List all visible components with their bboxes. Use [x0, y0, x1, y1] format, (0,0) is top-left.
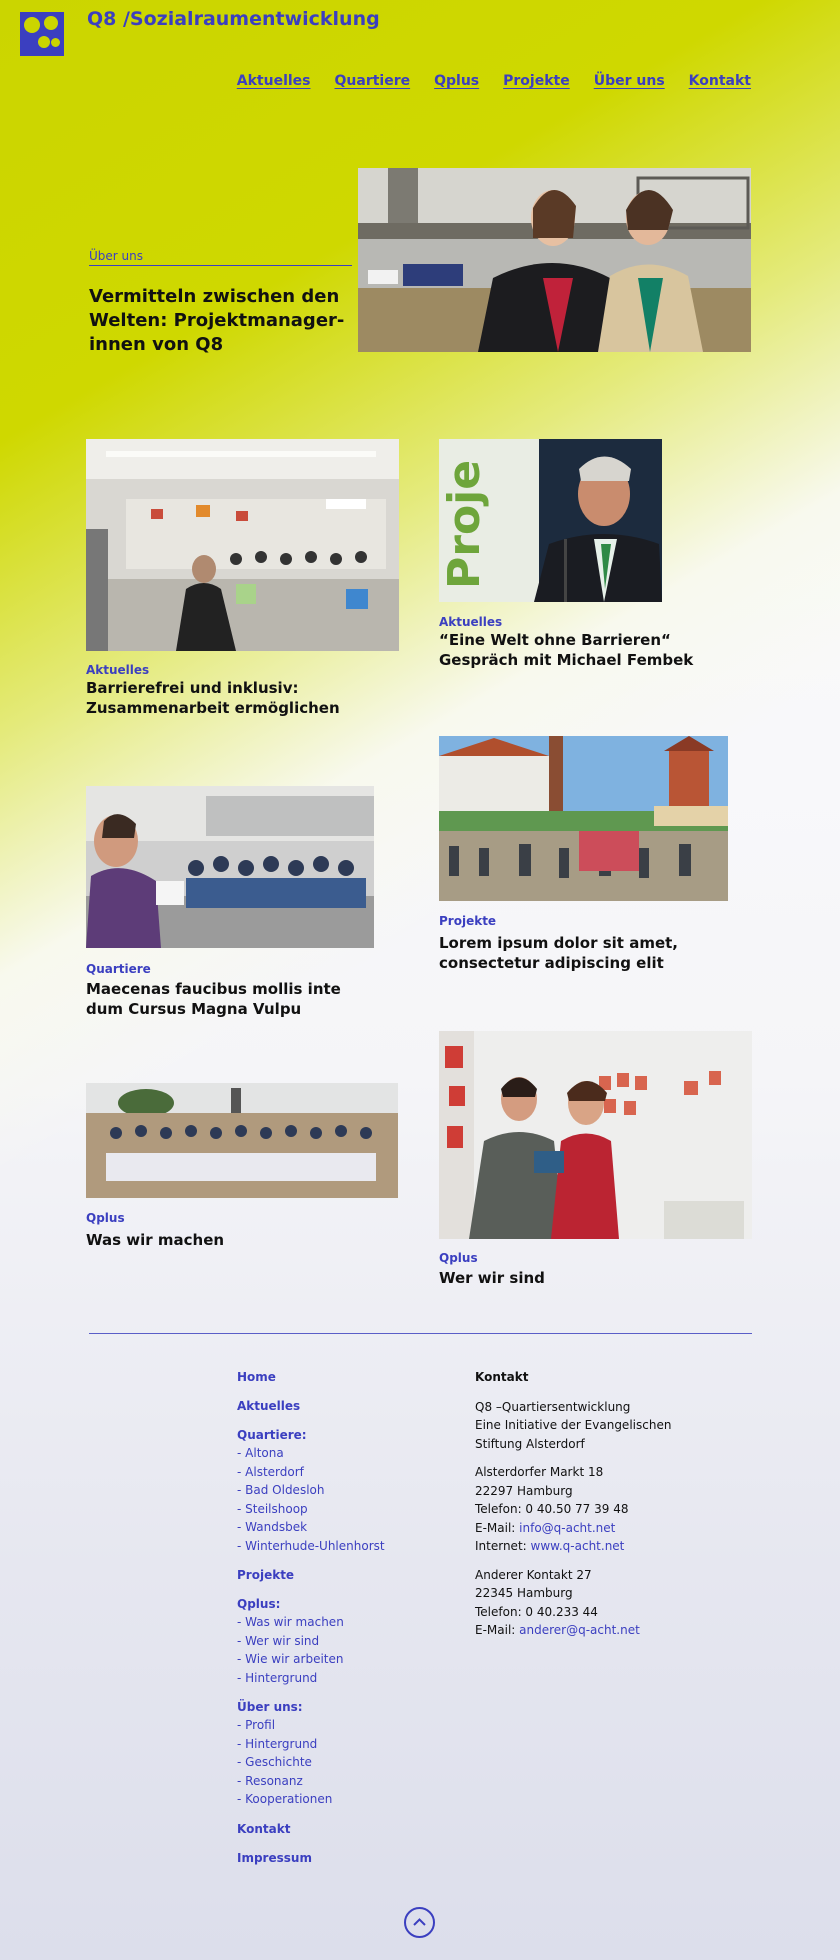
- contact-phone: Telefon: 0 40.50 77 39 48: [475, 1502, 629, 1516]
- contact-email-link[interactable]: anderer@q-acht.net: [519, 1623, 640, 1637]
- teaser-title[interactable]: Lorem ipsum dolor sit amet, consectetur adipiscing elit: [439, 934, 678, 972]
- contact-web-row: [475, 1537, 695, 1556]
- footer-divider: [89, 1333, 752, 1334]
- contact-street: Alsterdorfer Markt 18: [475, 1465, 604, 1479]
- footer-link-ueber-uns[interactable]: Über uns:: [237, 1700, 303, 1714]
- svg-text:Proje: Proje: [439, 459, 490, 589]
- teaser-image-fembek[interactable]: [439, 439, 662, 602]
- footer-link-wandsbek[interactable]: - Wandsbek: [237, 1520, 308, 1534]
- footer-link-qplus[interactable]: Qplus:: [237, 1597, 281, 1611]
- teaser-category[interactable]: Quartiere: [86, 962, 151, 976]
- teaser-image-projekte[interactable]: [439, 736, 728, 901]
- footer-link-kooperationen[interactable]: - Kooperationen: [237, 1792, 333, 1806]
- footer-link-home[interactable]: Home: [237, 1370, 276, 1384]
- contact-org-line: Q8 –Quartiersentwicklung: [475, 1399, 631, 1414]
- contact-email-link[interactable]: info@q-acht.net: [519, 1520, 616, 1535]
- nav-item-ueber-uns[interactable]: Über uns: [593, 73, 665, 89]
- contact-city: 22345 Hamburg: [475, 1586, 573, 1600]
- teaser-title[interactable]: Barrierefrei und inklusiv: Zusammenarbeit ermöglichen: [86, 679, 340, 717]
- logo-icon[interactable]: [20, 12, 64, 56]
- contact-org-line: Eine Initiative der Evangelischen: [475, 1418, 672, 1432]
- footer-link-was-wir-machen[interactable]: - Was wir machen: [237, 1615, 344, 1629]
- teaser-category[interactable]: Projekte: [439, 914, 497, 928]
- teaser-image-barrierefrei[interactable]: [86, 439, 399, 651]
- teaser-image-was-wir-machen[interactable]: [86, 1083, 398, 1198]
- footer-contact: [475, 1368, 695, 1650]
- teaser-title[interactable]: Wer wir sind: [439, 1269, 545, 1287]
- teaser-image-wer-wir-sind[interactable]: [439, 1031, 752, 1239]
- contact-web-link[interactable]: www.q-acht.net: [530, 1539, 625, 1553]
- footer-link-geschichte[interactable]: - Geschichte: [237, 1755, 312, 1769]
- hero-title[interactable]: Vermitteln zwischen den Welten: Projektmanager-innen von Q8: [89, 286, 345, 355]
- nav-item-kontakt[interactable]: Kontakt: [688, 73, 751, 89]
- footer-link-hintergrund[interactable]: - Hintergrund: [237, 1670, 318, 1685]
- hero-divider: [89, 265, 352, 266]
- teaser-image-quartiere[interactable]: [86, 786, 374, 948]
- nav-item-aktuelles[interactable]: Aktuelles: [236, 73, 311, 89]
- footer-link-quartiere[interactable]: Quartiere:: [237, 1428, 307, 1442]
- footer-link-hintergrund[interactable]: - Hintergrund: [237, 1736, 318, 1751]
- contact-email-row: [475, 1621, 695, 1640]
- footer-link-kontakt[interactable]: Kontakt: [237, 1821, 291, 1836]
- footer-link-resonanz[interactable]: - Resonanz: [237, 1773, 303, 1788]
- footer-link-impressum[interactable]: Impressum: [237, 1850, 312, 1865]
- teaser-title[interactable]: Was wir machen: [86, 1231, 225, 1249]
- contact-heading: Kontakt: [475, 1370, 529, 1384]
- contact-city: 22297 Hamburg: [475, 1483, 573, 1498]
- teaser-category[interactable]: Qplus: [439, 1251, 478, 1265]
- teaser-title[interactable]: Maecenas faucibus mollis inte dum Cursus Magna Vulpu: [86, 980, 341, 1018]
- footer-link-bad-oldesloh[interactable]: - Bad Oldesloh: [237, 1483, 325, 1497]
- site-title[interactable]: Q8 /Sozialraumentwicklung: [87, 8, 380, 30]
- teaser-category[interactable]: Aktuelles: [86, 663, 150, 677]
- footer-link-projekte[interactable]: Projekte: [237, 1568, 295, 1582]
- contact-org-line: Stiftung Alsterdorf: [475, 1436, 585, 1451]
- footer-link-aktuelles[interactable]: Aktuelles: [237, 1399, 301, 1413]
- teaser-title[interactable]: “Eine Welt ohne Barrieren“ Gespräch mit Michael Fembek: [439, 631, 694, 669]
- main-nav: [237, 73, 751, 89]
- contact-email-row: [475, 1519, 695, 1538]
- footer-link-alsterdorf[interactable]: - Alsterdorf: [237, 1464, 304, 1479]
- footer-link-profil[interactable]: - Profil: [237, 1718, 276, 1732]
- nav-item-qplus[interactable]: Qplus: [434, 73, 480, 89]
- footer-link-wie-wir-arbeiten[interactable]: - Wie wir arbeiten: [237, 1652, 344, 1666]
- hero-image[interactable]: [358, 168, 751, 352]
- footer-link-altona[interactable]: - Altona: [237, 1446, 284, 1460]
- nav-item-quartiere[interactable]: Quartiere: [334, 73, 411, 89]
- back-to-top-button[interactable]: [404, 1907, 435, 1938]
- teaser-category[interactable]: Qplus: [86, 1211, 125, 1225]
- footer-link-wer-wir-sind[interactable]: - Wer wir sind: [237, 1633, 320, 1648]
- footer-link-winterhude[interactable]: - Winterhude-Uhlenhorst: [237, 1538, 385, 1553]
- contact-email-label: E-Mail:: [475, 1520, 520, 1535]
- contact-web-label: Internet:: [475, 1539, 531, 1553]
- footer-link-steilshoop[interactable]: - Steilshoop: [237, 1501, 308, 1516]
- hero-category[interactable]: Über uns: [89, 249, 143, 263]
- contact-email-label: E-Mail:: [475, 1623, 520, 1637]
- teaser-category[interactable]: Aktuelles: [439, 615, 503, 629]
- nav-item-projekte[interactable]: Projekte: [503, 73, 570, 89]
- contact-street: Anderer Kontakt 27: [475, 1567, 592, 1582]
- arrow-up-icon: [412, 1915, 427, 1930]
- footer-nav: [237, 1368, 437, 1878]
- contact-phone: Telefon: 0 40.233 44: [475, 1604, 598, 1619]
